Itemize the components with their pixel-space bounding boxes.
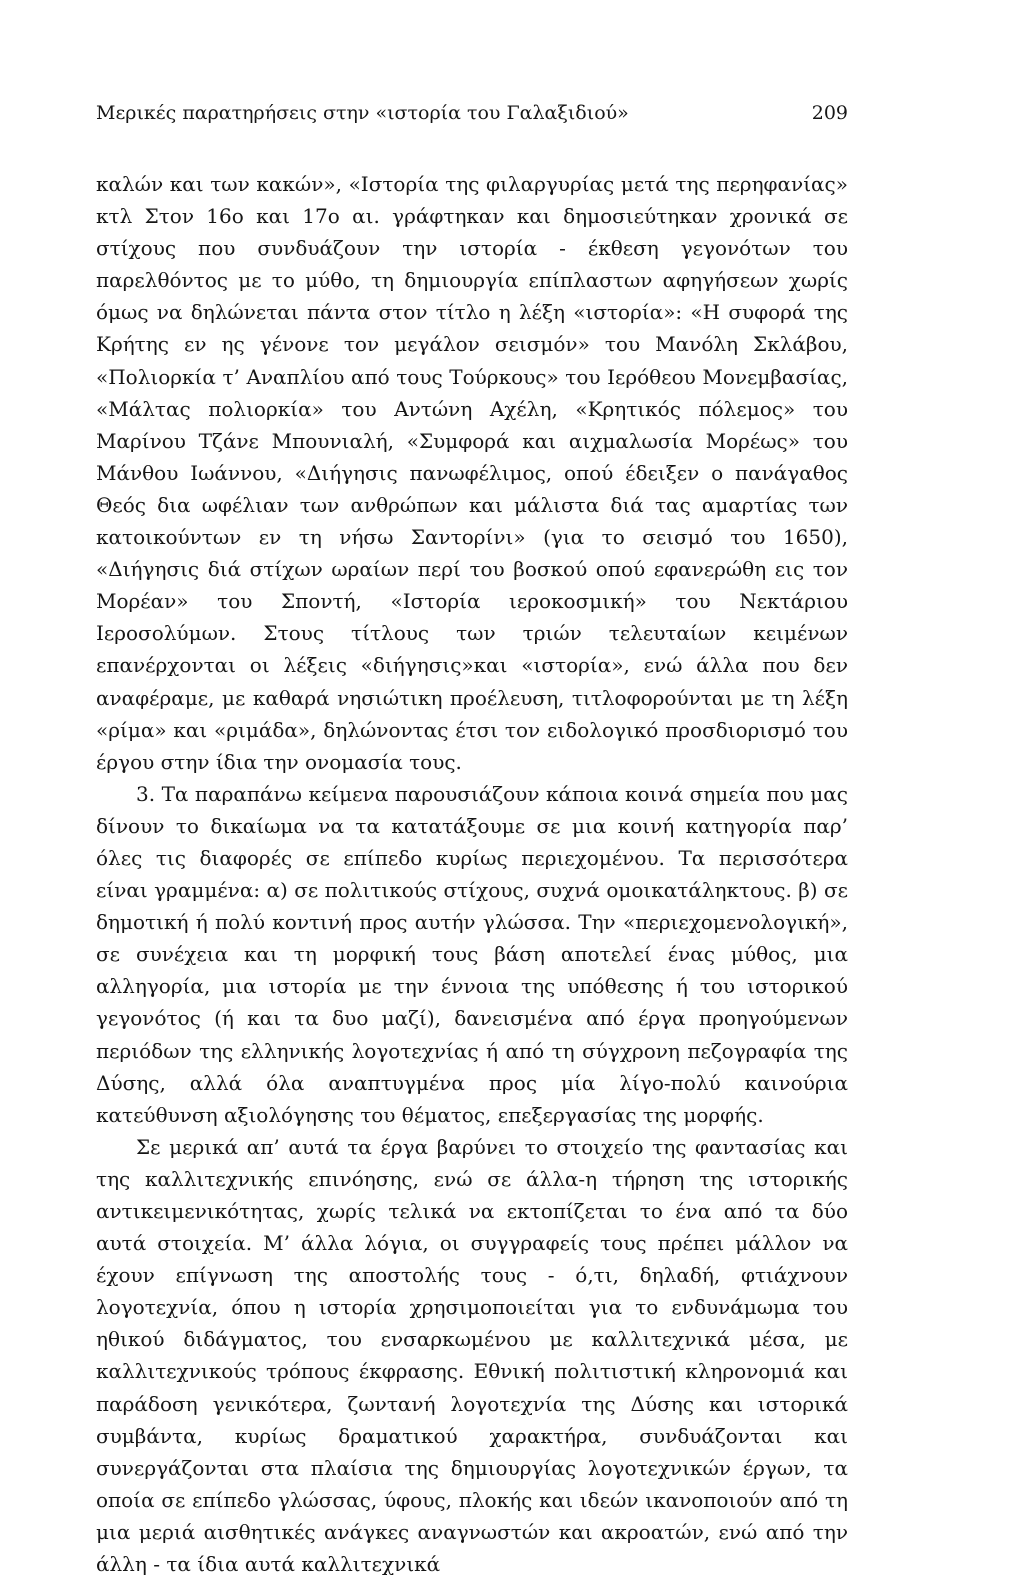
body-text — [96, 168, 848, 1580]
running-title: Μερικές παρατηρήσεις στην «ιστορία του Γαλαξιδιού» — [96, 102, 629, 124]
running-head — [96, 98, 848, 128]
page-number: 209 — [811, 102, 848, 124]
paragraph-section-3: 3. Τα παραπάνω κείμενα παρουσιάζουν κάποια κοινά σημεία που μας δίνουν το δικαίωμα να τα κατατάξουμε σε μια κοινή κατηγορία παρ’ όλες τις διαφορές σε επίπεδο κυρίως περιεχομένου. Τα περισσότερα είναι γραμμένα: α) σε πολιτικούς στίχους, συχνά ομοικατάληκτους. β) σε δημοτική ή πολύ κοντινή προς αυτήν γλώσσα. Την «περιεχομενολογική», σε συνέχεια και τη μορφική τους βάση αποτελεί ένας μύθος, μια αλληγορία, μια ιστορία με την έννοια της υπόθεσης ή του ιστορικού γεγονότος (ή και τα δυο μαζί), δανεισμένα από έργα προηγούμενων περιόδων της ελληνικής λογοτεχνίας ή από τη σύγχρονη πεζογραφία της Δύσης, αλλά όλα αναπτυγμένα προς μία λίγο-πολύ καινούρια κατεύθυνση αξιολόγησης του θέματος, επεξεργασίας της μορφής. — [96, 781, 848, 1127]
paragraph-continued: καλών και των κακών», «Ιστορία της φιλαργυρίας μετά της περηφανίας» κτλ Στον 16ο και 17ο αι. γράφτηκαν και δημοσιεύτηκαν χρονικά σε στίχους που συνδυάζουν την ιστορία - έκθεση γεγονότων του παρελθόντος με το μύθο, τη δημιουργία επίπλαστων αφηγήσεων χωρίς όμως να δηλώνεται πάντα στον τίτλο η λέξη «ιστορία»: «Η συφορά της Κρήτης εν ης γένονε τον μεγάλον σεισμόν» του Μανόλη Σκλάβου, «Πολιορκία τ’ Αναπλίου από τους Τούρκους» του Ιερόθεου Μονεμβασίας, «Μάλτας πολιορκία» του Αντώνη Αχέλη, «Κρητικός πόλεμος» του Μαρίνου Τζάνε Μπουνιαλή, «Συμφορά και αιχμαλωσία Μορέως» του Μάνθου Ιωάννου, «Διήγησις πανωφέλιμος, οπού έδειξεν ο πανάγαθος Θεός δια ωφέλιαν των ανθρώπων και μάλιστα διά τας αμαρτίας των κατοικούντων εν τη νήσω Σαντορίνι» (για το σεισμό του 1650), «Διήγησις διά στίχων ωραίων περί του βοσκού οπού εφανερώθη εις τον Μορέαν» του Σποντή, «Ιστορία ιεροκοσμική» του Νεκτάριου Ιεροσολύμων. Στους τίτλους των τριών τελευταίων κειμένων επανέρχονται οι λέξεις «διήγησις»και «ιστορία», ενώ άλλα που δεν αναφέραμε, με καθαρά νησιώτικη προέλευση, τιτλοφορούνται με τη λέξη «ρίμα» και «ριμάδα», δηλώνοντας έτσι τον ειδολογικό προσδιορισμό του έργου στην ίδια την ονομασία τους. — [96, 172, 848, 774]
paragraph: Σε μερικά απ’ αυτά τα έργα βαρύνει το στοιχείο της φαντασίας και της καλλιτεχνικής επινόησης, ενώ σε άλλα-η τήρηση της ιστορικής αντικειμενικότητας, χωρίς τελικά να εκτοπίζεται το ένα από τα δύο αυτά στοιχεία. Μ’ άλλα λόγια, οι συγγραφείς τους πρέπει μάλλον να έχουν επίγνωση της αποστολής τους - ό,τι, δηλαδή, φτιάχνουν λογοτεχνία, όπου η ιστορία χρησιμοποιείται για το ενδυνάμωμα του ηθικού διδάγματος, του ενσαρκωμένου με καλλιτεχνικά μέσα, με καλλιτεχνικούς τρόπους έκφρασης. Εθνική πολιτιστική κληρονομιά και παράδοση γενικότερα, ζωντανή λογοτεχνία της Δύσης και ιστορικά συμβάντα, κυρίως δραματικού χαρακτήρα, συνδυάζονται και συνεργάζονται στα πλαίσια της δημιουργίας λογοτεχνικών έργων, τα οποία σε επίπεδο γλώσσας, ύφους, πλοκής και ιδεών ικανοποιούν από τη μια μεριά αισθητικές ανάγκες αναγνωστών και ακροατών, ενώ από την άλλη - τα ίδια αυτά καλλιτεχνικά — [96, 1134, 848, 1577]
